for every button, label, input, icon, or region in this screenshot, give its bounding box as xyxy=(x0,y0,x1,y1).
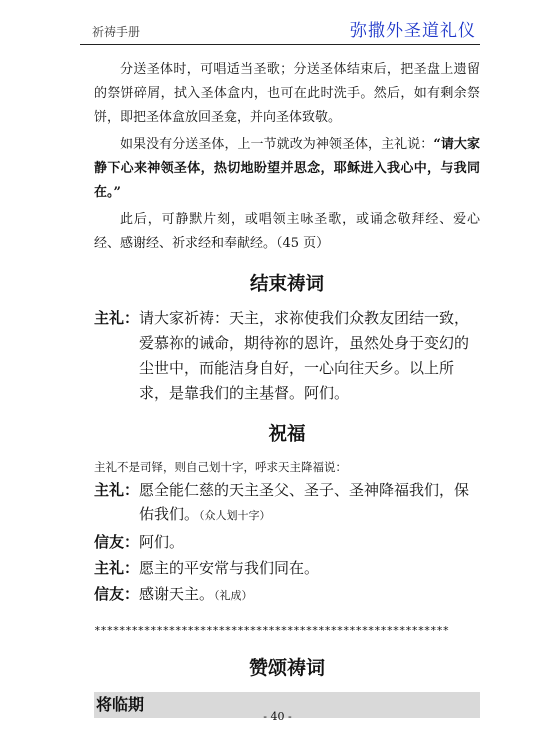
closing-prayer-title: 结束祷词 xyxy=(249,274,324,295)
blessing-line xyxy=(94,582,480,608)
closing-prayer-entry xyxy=(94,306,480,406)
season-subheading: 将临期 xyxy=(94,692,480,718)
paragraph-communion: 分送圣体时，可唱适当圣歌；分送圣体结束后，把圣盘上遗留的祭饼碎屑，拭入圣体盒内，也可在此时洗手。然后，如有剩余祭饼，即把圣体盒放回圣龛，并向圣体致敬。 xyxy=(94,62,480,125)
closing-prayer-text: 请大家祈祷：天主，求祢使我们众教友团结一致，爱慕祢的诫命，期待祢的恩许，虽然处身于变幻的尘世中，而能洁身自好，一心向往天乡。以上所求，是靠我们的主基督。阿们。 xyxy=(139,309,470,402)
blessing-title: 祝福 xyxy=(268,424,306,445)
role-label: 主礼： xyxy=(94,559,140,577)
spiritual-communion-lead: 如果没有分送圣体，上一节就改为神领圣体，主礼说： xyxy=(120,137,434,152)
spiritual-communion-prayer: “请大家静下心来神领圣体，热切地盼望并思念，耶稣进入我心中，与我同在。” xyxy=(94,137,480,200)
role-label: 信友： xyxy=(94,533,140,551)
page-header xyxy=(80,14,480,45)
role-label: 信友： xyxy=(94,585,140,603)
page-number: - 40 - xyxy=(263,710,292,723)
rubric-note: （礼成） xyxy=(214,589,253,602)
section-separator: ********************************************************* xyxy=(94,624,449,637)
blessing-line xyxy=(94,478,480,528)
book-title: 祈祷手册 xyxy=(92,25,141,39)
role-label: 主礼： xyxy=(94,481,140,499)
hymn-title: 赞颂祷词 xyxy=(248,657,325,679)
blessing-line-text: 阿们。 xyxy=(139,533,185,551)
blessing-line-text: 愿全能仁慈的天主圣父、圣子、圣神降福我们，保佑我们。 xyxy=(139,481,470,523)
blessing-line xyxy=(94,556,480,580)
paragraph-after-communion: 此后，可静默片刻，或唱领主咏圣歌，或诵念敬拜经、爱心经、感谢经、祈求经和奉献经。（45 页） xyxy=(94,212,480,251)
role-label: 主礼： xyxy=(94,309,140,327)
blessing-rubric: 主礼不是司铎，则自己划十字，呼求天主降福说： xyxy=(94,460,347,474)
chapter-title: 弥撒外圣道礼仪 xyxy=(350,21,476,41)
blessing-line xyxy=(94,530,480,554)
rubric-note: （众人划十字） xyxy=(199,509,271,522)
blessing-line-text: 愿主的平安常与我们同在。 xyxy=(139,559,320,577)
blessing-line-text: 感谢天主。 xyxy=(139,585,215,603)
page-content xyxy=(94,58,480,718)
paragraph-spiritual-communion xyxy=(94,133,480,205)
